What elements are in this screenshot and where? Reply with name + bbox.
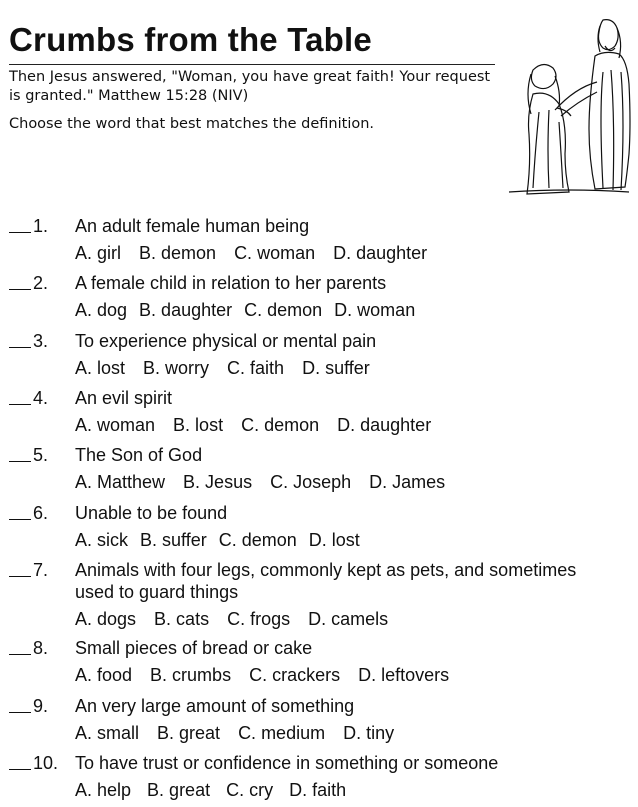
jesus-woman-illustration-icon	[503, 12, 633, 197]
answer-blank[interactable]	[9, 444, 31, 462]
question-definition: A female child in relation to her parents	[75, 273, 387, 293]
answer-options	[75, 299, 427, 321]
answer-blank[interactable]	[9, 502, 31, 520]
option-b[interactable]: B. daughter	[139, 300, 233, 320]
question-number: 10.	[33, 753, 59, 773]
option-c[interactable]: C. cry	[226, 780, 274, 800]
option-b[interactable]: B. great	[157, 723, 221, 743]
answer-options	[75, 722, 412, 744]
option-d[interactable]: D. daughter	[333, 243, 428, 263]
option-b[interactable]: B. lost	[173, 415, 224, 435]
answer-blank[interactable]	[9, 272, 31, 290]
answer-options	[75, 242, 445, 264]
option-c[interactable]: C. medium	[238, 723, 326, 743]
answer-options	[75, 529, 372, 551]
answer-blank[interactable]	[9, 330, 31, 348]
option-c[interactable]: C. faith	[227, 358, 285, 378]
question-definition: An evil spirit	[75, 388, 173, 408]
question-definition: An adult female human being	[75, 216, 310, 236]
question-number: 9.	[33, 696, 49, 716]
option-d[interactable]: D. camels	[308, 609, 389, 629]
answer-options	[75, 664, 467, 686]
scripture-verse: Then Jesus answered, "Woman, you have great faith! Your request is granted." Matthew 15:28 (NIV)	[9, 69, 491, 104]
option-c[interactable]: C. demon	[218, 530, 297, 550]
question-definition: The Son of God	[75, 445, 203, 465]
option-a[interactable]: A. woman	[75, 415, 156, 435]
option-d[interactable]: D. daughter	[337, 415, 432, 435]
option-a[interactable]: A. lost	[75, 358, 126, 378]
question-number: 1.	[33, 216, 49, 236]
question-definition: Small pieces of bread or cake	[75, 638, 313, 658]
option-a[interactable]: A. help	[75, 780, 132, 800]
answer-options	[75, 414, 449, 436]
question-definition: Animals with four legs, commonly kept as pets, and sometimes used to guard things	[75, 560, 577, 602]
answer-blank[interactable]	[9, 215, 31, 233]
option-d[interactable]: D. James	[369, 472, 446, 492]
option-d[interactable]: D. leftovers	[358, 665, 450, 685]
option-a[interactable]: A. dog	[75, 300, 128, 320]
option-b[interactable]: B. demon	[139, 243, 217, 263]
option-b[interactable]: B. suffer	[140, 530, 207, 550]
question-number: 8.	[33, 638, 49, 658]
option-d[interactable]: D. suffer	[302, 358, 370, 378]
option-a[interactable]: A. Matthew	[75, 472, 166, 492]
question-number: 5.	[33, 445, 49, 465]
option-a[interactable]: A. small	[75, 723, 140, 743]
option-a[interactable]: A. dogs	[75, 609, 137, 629]
answer-options	[75, 779, 362, 801]
option-b[interactable]: B. cats	[154, 609, 210, 629]
option-a[interactable]: A. girl	[75, 243, 122, 263]
question-number: 6.	[33, 503, 49, 523]
option-b[interactable]: B. Jesus	[183, 472, 253, 492]
answer-blank[interactable]	[9, 387, 31, 405]
option-d[interactable]: D. faith	[289, 780, 347, 800]
question-definition: To experience physical or mental pain	[75, 331, 377, 351]
answer-options	[75, 357, 388, 379]
question-number: 2.	[33, 273, 49, 293]
option-b[interactable]: B. worry	[143, 358, 210, 378]
question-definition: To have trust or confidence in something or someone	[75, 753, 499, 773]
option-c[interactable]: C. frogs	[227, 609, 291, 629]
option-c[interactable]: C. woman	[234, 243, 316, 263]
option-d[interactable]: D. woman	[334, 300, 416, 320]
option-d[interactable]: D. tiny	[343, 723, 395, 743]
answer-blank[interactable]	[9, 637, 31, 655]
answer-blank[interactable]	[9, 559, 31, 577]
option-d[interactable]: D. lost	[308, 530, 360, 550]
worksheet-title: Crumbs from the Table	[9, 18, 495, 65]
question-number: 4.	[33, 388, 49, 408]
question-number: 7.	[33, 560, 49, 580]
answer-blank[interactable]	[9, 695, 31, 713]
answer-options	[75, 608, 406, 630]
option-b[interactable]: B. crumbs	[150, 665, 232, 685]
question-definition: Unable to be found	[75, 503, 228, 523]
answer-blank[interactable]	[9, 752, 31, 770]
option-a[interactable]: A. sick	[75, 530, 129, 550]
option-c[interactable]: C. demon	[241, 415, 320, 435]
question-number: 3.	[33, 331, 49, 351]
option-b[interactable]: B. great	[147, 780, 211, 800]
instructions: Choose the word that best matches the definition.	[9, 116, 375, 132]
question-definition: An very large amount of something	[75, 696, 355, 716]
option-c[interactable]: C. Joseph	[270, 472, 352, 492]
option-c[interactable]: C. crackers	[249, 665, 341, 685]
answer-options	[75, 471, 463, 493]
option-a[interactable]: A. food	[75, 665, 133, 685]
option-c[interactable]: C. demon	[244, 300, 323, 320]
